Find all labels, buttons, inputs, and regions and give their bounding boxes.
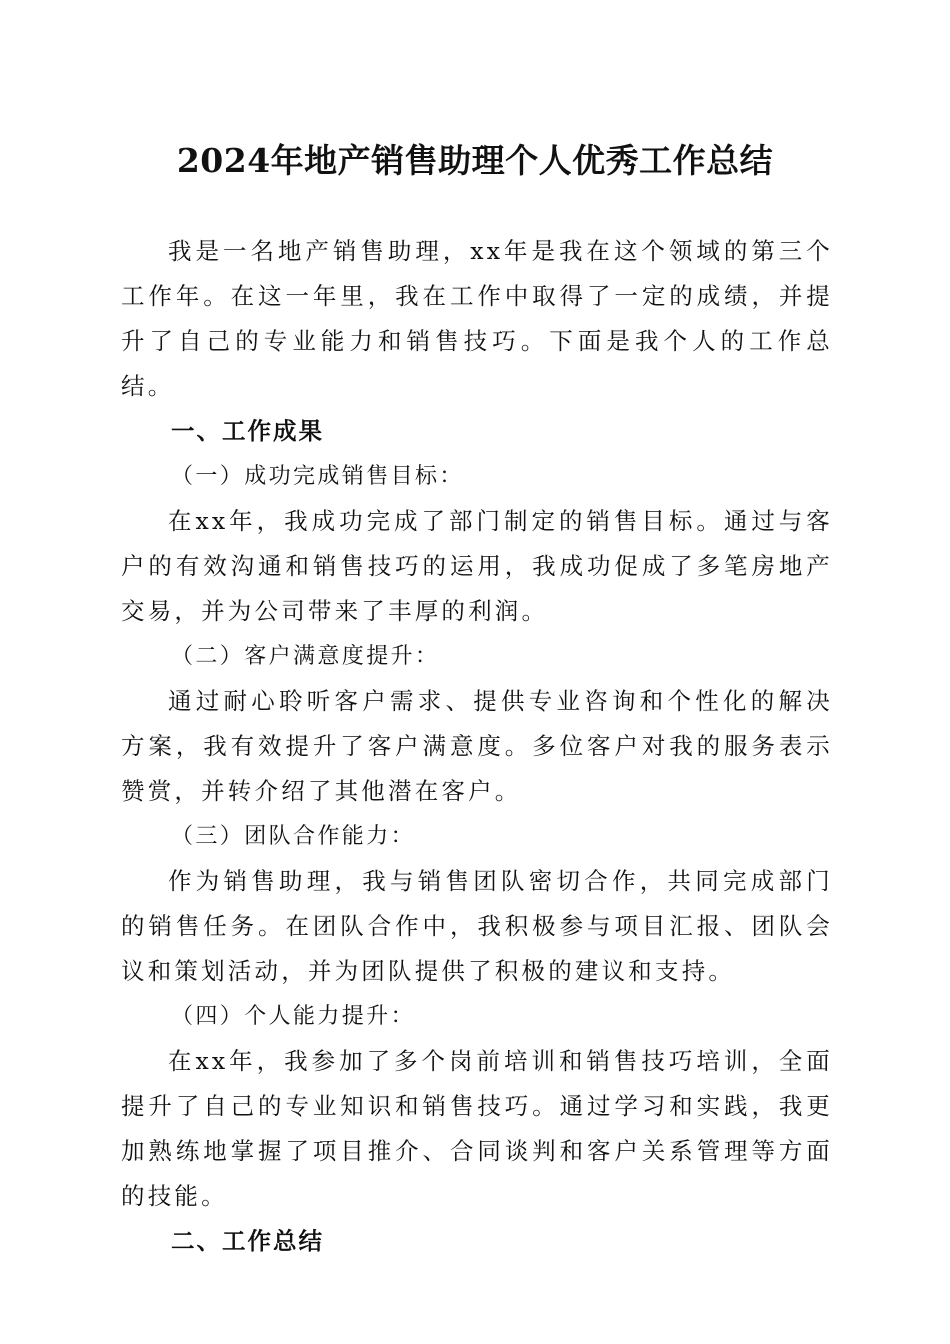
subheading-teamwork: （三）团队合作能力： [171,824,416,849]
subheading-customer-satisfaction: （二）客户满意度提升： [171,644,440,669]
document-title: 2024年地产销售助理个人优秀工作总结 [176,141,774,180]
subheading-sales-target: （一）成功完成销售目标： [171,464,464,489]
section-heading-achievements: 一、工作成果 [171,417,324,445]
subheading-personal-growth: （四）个人能力提升： [171,1004,416,1029]
document-body [121,229,833,1264]
paragraph-personal-growth: 在xx年，我参加了多个岗前培训和销售技巧培训，全面提升了自己的专业知识和销售技巧。通过学习和实践，我更加熟练地掌握了项目推介、合同谈判和客户关系管理等方面的技能。 [121,1047,833,1210]
intro-paragraph: 我是一名地产销售助理，xx年是我在这个领域的第三个工作年。在这一年里，我在工作中取得了一定的成绩，并提升了自己的专业能力和销售技巧。下面是我个人的工作总结。 [121,237,833,400]
paragraph-sales-target: 在xx年，我成功完成了部门制定的销售目标。通过与客户的有效沟通和销售技巧的运用，我成功促成了多笔房地产交易，并为公司带来了丰厚的利润。 [121,507,833,625]
paragraph-teamwork: 作为销售助理，我与销售团队密切合作，共同完成部门的销售任务。在团队合作中，我积极参与项目汇报、团队会议和策划活动，并为团队提供了积极的建议和支持。 [121,867,833,985]
paragraph-customer-satisfaction: 通过耐心聆听客户需求、提供专业咨询和个性化的解决方案，我有效提升了客户满意度。多位客户对我的服务表示赞赏，并转介绍了其他潜在客户。 [121,687,833,805]
section-heading-summary: 二、工作总结 [171,1227,324,1255]
